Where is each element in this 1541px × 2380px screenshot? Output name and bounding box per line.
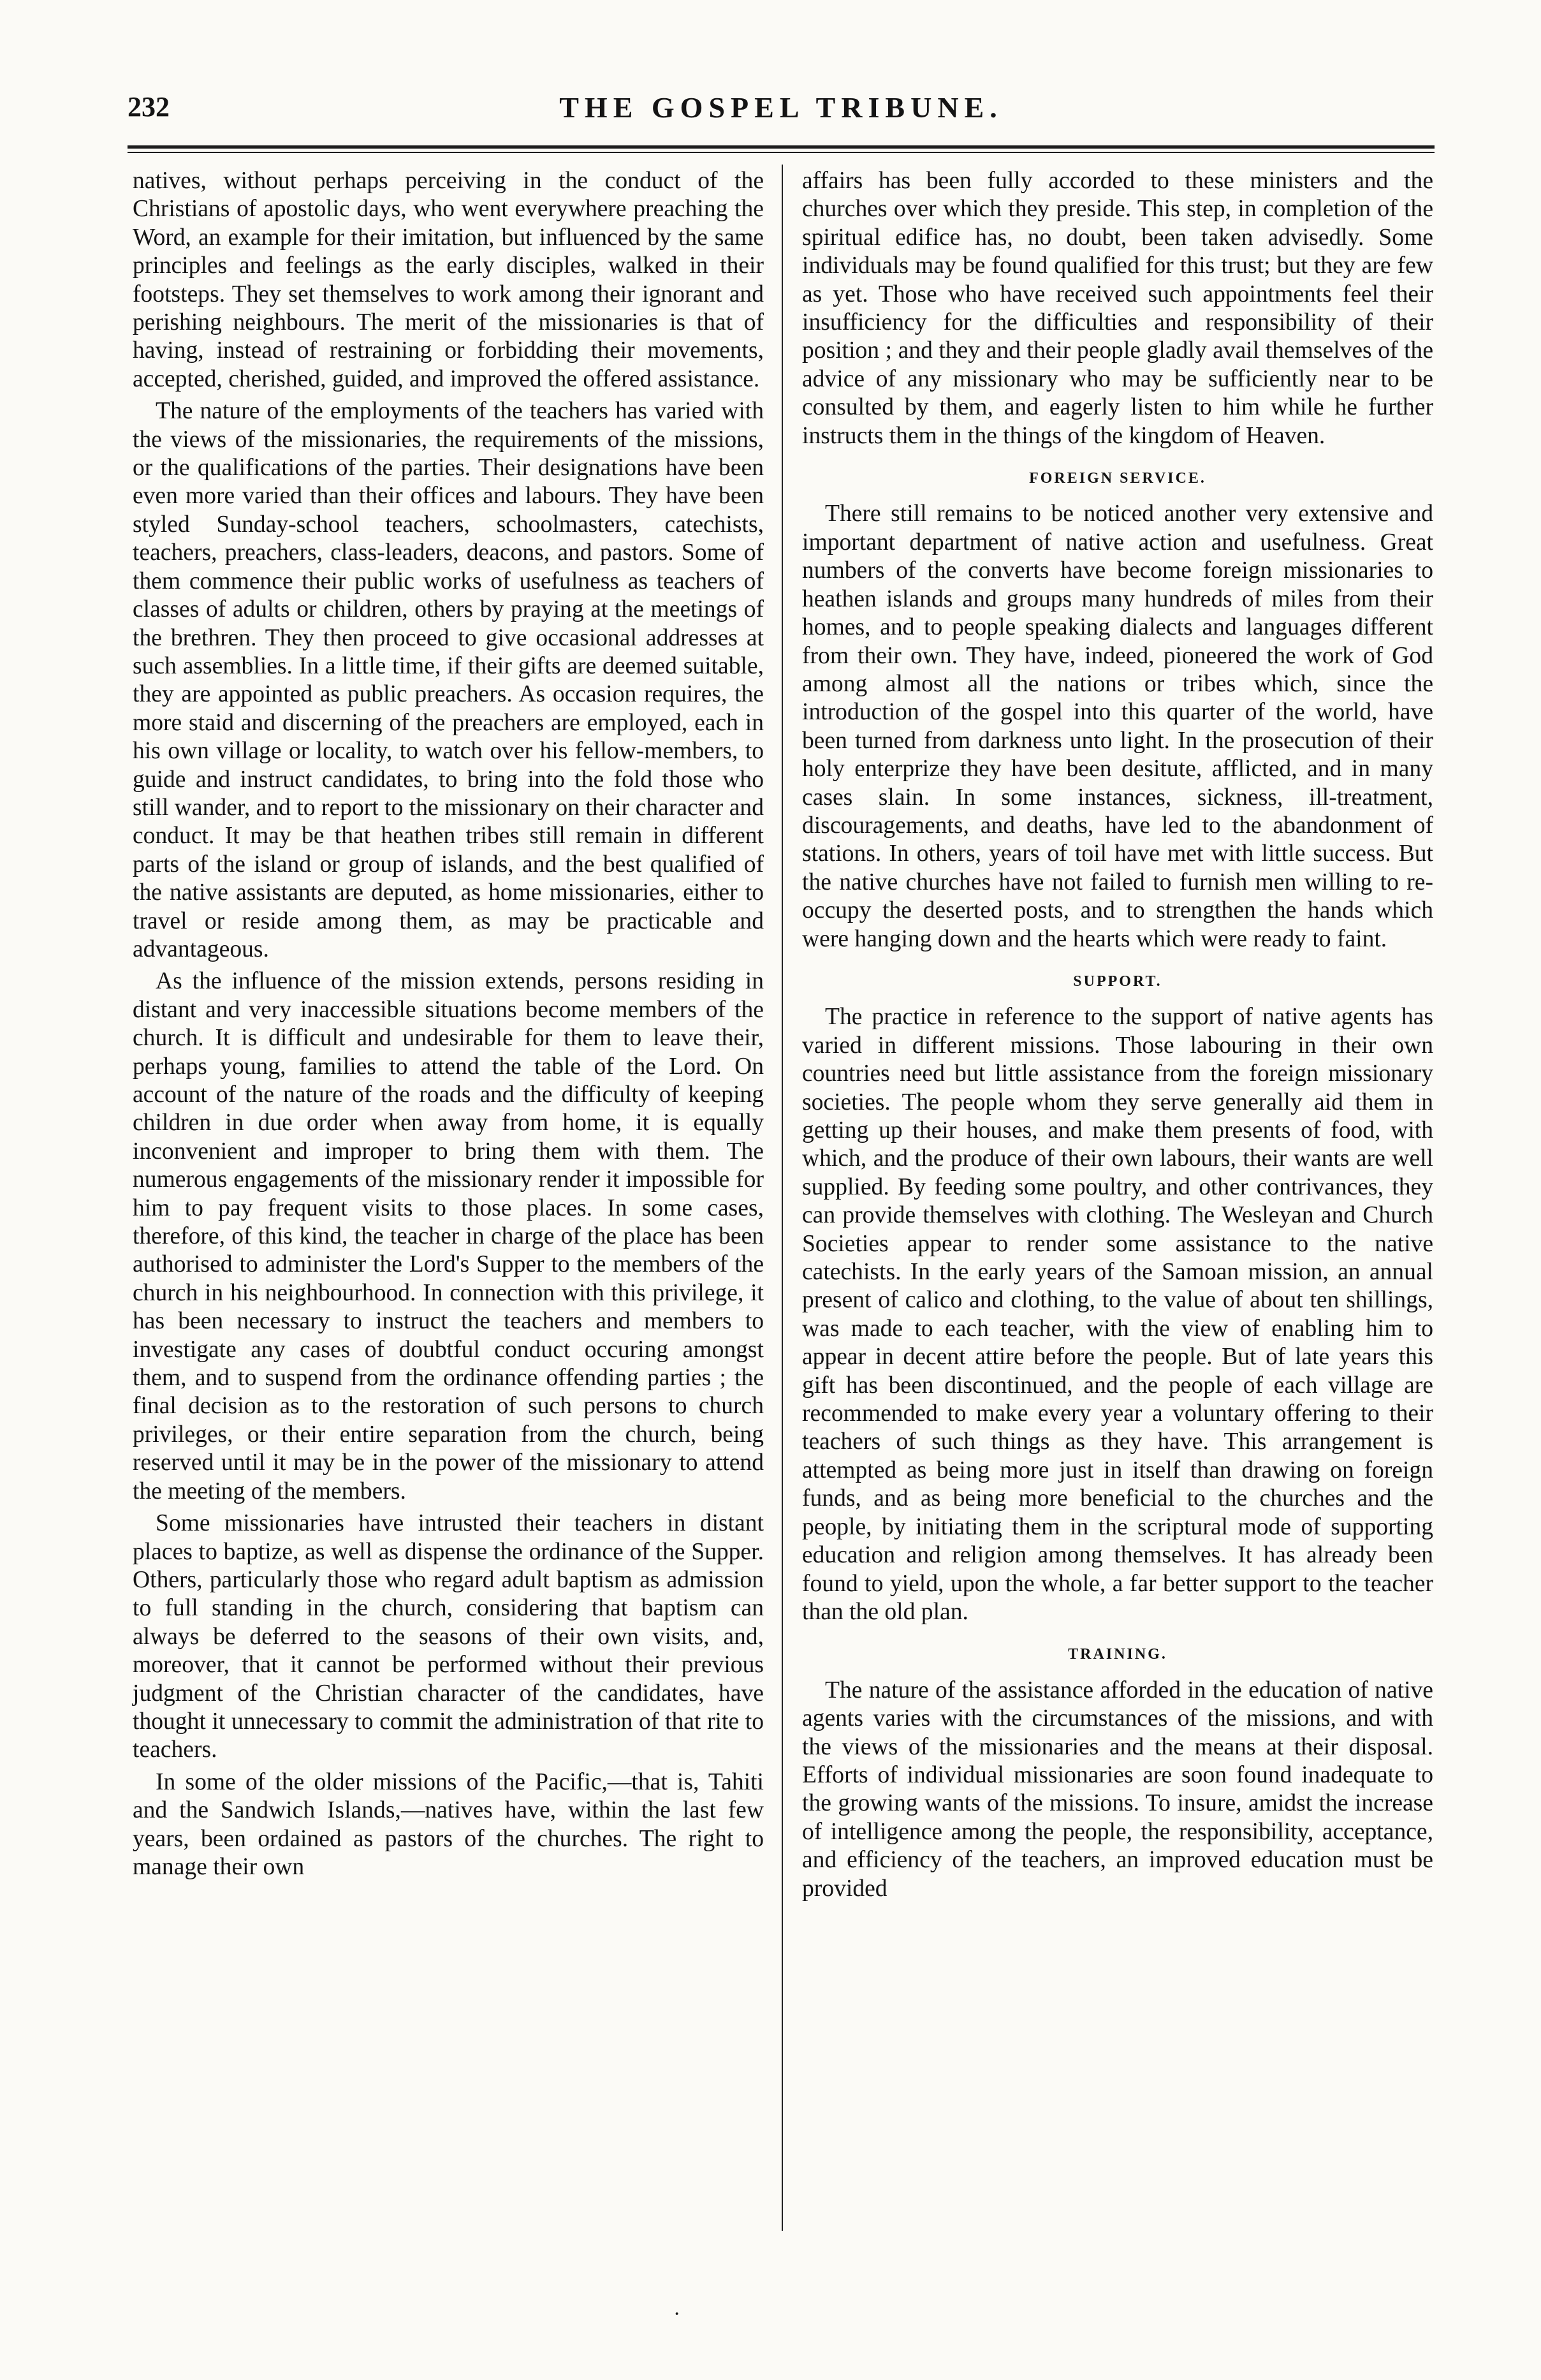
column-divider — [782, 165, 783, 2231]
paragraph: In some of the older missions of the Pacific,—that is, Tahiti and the Sandwich Islands,—natives have, within the last few years, been ordained as pastors of the churches. The right to manage their own — [133, 1768, 764, 1880]
running-header — [128, 91, 1435, 135]
section-heading-training: TRAINING. — [1068, 1646, 1167, 1663]
footer-mark: · — [673, 2302, 681, 2326]
paragraph: As the influence of the mission extends, persons residing in distant and very inaccessible situations become members of the church. It is difficult and undesirable for them to leave their, perhaps young, families to attend the table of the Lord. On account of the nature of the roads and the difficulty of keeping children in due order when away from home, it is equally inconvenient and improper to bring them with them. The numerous engagements of the missionary render it impossible for him to pay frequent visits to those places. In some cases, therefore, of this kind, the teacher in charge of the place has been authorised to administer the Lord's Supper to the members of the church in his neighbourhood. In connection with this privilege, it has been necessary to instruct the teachers and members to investigate any cases of doubtful conduct occuring amongst them, and to suspend from the ordinance offending parties ; the final decision as to the restoration of such persons to church privileges, or their entire separation from the church, being reserved until it may be in the power of the missionary to attend the meeting of the members. — [133, 968, 764, 1504]
running-title: THE GOSPEL TRIBUNE. — [559, 91, 1003, 124]
section-heading-foreign-service: FOREIGN SERVICE. — [1029, 470, 1206, 487]
paragraph: affairs has been fully accorded to these ministers and the churches over which they preside. This step, in completion of the spiritual edifice has, no doubt, been taken advisedly. Some individuals may be found qualified for this trust; but they are few as yet. Those who have received such appointments feel their insufficiency for the difficulties and responsibility of their position ; and they and their people gladly avail themselves of the advice of any missionary who may be sufficiently near to be consulted by them, and eagerly listen to him while he further instructs them in the things of the kingdom of Heaven. — [802, 168, 1433, 449]
left-column — [133, 167, 764, 1881]
section-heading-support: SUPPORT. — [1073, 973, 1162, 990]
right-column — [802, 167, 1433, 1903]
paragraph: There still remains to be noticed another very extensive and important department of native action and usefulness. Great numbers of the converts have become foreign missionaries to heathen islands and groups many hundreds of miles from their homes, and to people speaking dialects and languages different from their own. They have, indeed, pioneered the work of God among almost all the nations or tribes which, since the introduction of the gospel into this quarter of the world, have been turned from darkness unto light. In the prosecution of their holy enterprize they have been desitute, afflicted, and in many cases slain. In some instances, sickness, ill-treatment, discouragements, and deaths, have led to the abandonment of stations. In others, years of toil have met with little success. But the native churches have not failed to furnish men willing to re-occupy the deserted posts, and to strengthen the hands which were hanging down and the hearts which were ready to faint. — [802, 501, 1433, 952]
header-rule — [128, 145, 1435, 149]
paragraph: Some missionaries have intrusted their teachers in distant places to baptize, as well as dispense the ordinance of the Supper. Others, particularly those who regard adult baptism as admission to full standing in the church, considering that baptism can always be deferred to the seasons of their own visits, and, moreover, that it cannot be performed without their previous judgment of the Christian character of the candidates, have thought it unnecessary to commit the administration of that rite to teachers. — [133, 1510, 764, 1763]
paragraph: The nature of the employments of the teachers has varied with the views of the missionaries, the requirements of the missions, or the qualifications of the parties. Their designations have been even more varied than their offices and labours. They have been styled Sunday-school teachers, schoolmasters, catechists, teachers, preachers, class-leaders, deacons, and pastors. Some of them commence their public works of usefulness as teachers of classes of adults or children, others by praying at the meetings of the brethren. They then proceed to give occasional addresses at such assemblies. In a little time, if their gifts are deemed suitable, they are appointed as public preachers. As occasion requires, the more staid and discerning of the preachers are employed, each in his own village or locality, to watch over his fellow-members, to guide and instruct candidates, to bring into the fold those who still wander, and to report to the missionary on their character and conduct. It may be that heathen tribes still remain in different parts of the island or group of islands, and the best qualified of the native assistants are deputed, as home missionaries, either to travel or reside among them, as may be practicable and advantageous. — [133, 398, 764, 962]
paragraph: natives, without perhaps perceiving in the conduct of the Christians of apostolic days, who went everywhere preaching the Word, an example for their imitation, but influenced by the same principles and feelings as the early disciples, walked in their footsteps. They set themselves to work among their ignorant and perishing neighbours. The merit of the missionaries is that of having, instead of restraining or forbidding their movements, accepted, cherished, guided, and improved the offered assistance. — [133, 168, 764, 392]
header-rule-thin — [128, 152, 1435, 153]
page-number: 232 — [128, 91, 170, 122]
paragraph: The practice in reference to the support of native agents has varied in different missions. Those labouring in their own countries need but little assistance from the foreign missionary societies. The people whom they serve generally aid them in getting up their houses, and make them presents of food, with which, and the produce of their own labours, their wants are well supplied. By feeding some poultry, and other contrivances, they can provide themselves with clothing. The Wesleyan and Church Societies appear to render some assistance to the native catechists. In the early years of the Samoan mission, an annual present of calico and clothing, to the value of about ten shillings, was made to each teacher, with the view of enabling him to appear in decent attire before the people. But of late years this gift has been discontinued, and the people of each village are recommended to make every year a voluntary offering to their teachers of such things as they have. This arrangement is attempted as being more just in itself than drawing on foreign funds, and as being more beneficial to the churches and the people, by initiating them in the scriptural mode of supporting education and religion among themselves. It has already been found to yield, upon the whole, a far better support to the teacher than the old plan. — [802, 1004, 1433, 1625]
paragraph: The nature of the assistance afforded in the education of native agents varies with the circumstances of the missions, and with the views of the missionaries and the means at their disposal. Efforts of individual missionaries are soon found inadequate to the growing wants of the missions. To insure, amidst the increase of intelligence among the people, the responsibility, acceptance, and efficiency of the teachers, an improved education must be provided — [802, 1677, 1433, 1902]
